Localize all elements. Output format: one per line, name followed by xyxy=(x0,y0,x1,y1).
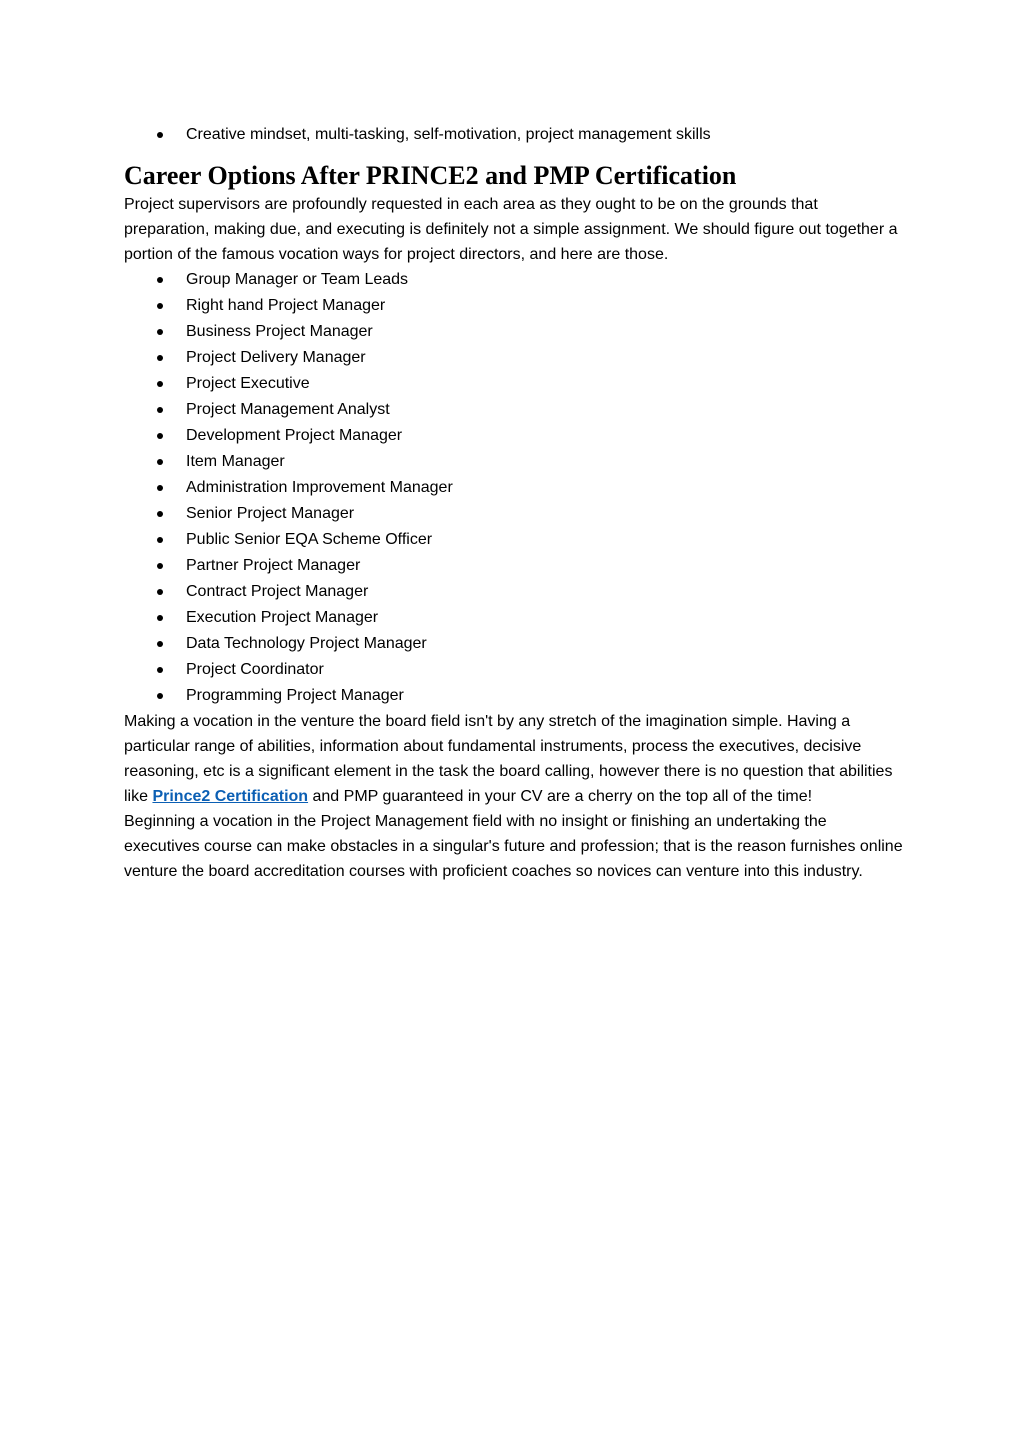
bullet-icon xyxy=(157,433,163,439)
bullet-icon xyxy=(157,667,163,673)
list-item-text: Contract Project Manager xyxy=(186,583,369,600)
bullet-icon xyxy=(157,537,163,543)
bullet-icon xyxy=(157,381,163,387)
list-item-text: Project Executive xyxy=(186,375,310,392)
list-item xyxy=(124,122,904,148)
list-item-text: Execution Project Manager xyxy=(186,609,379,626)
bullet-icon xyxy=(157,641,163,647)
list-item-text: Creative mindset, multi-tasking, self-motivation, project management skills xyxy=(186,126,711,143)
list-item-text: Project Coordinator xyxy=(186,661,324,678)
bullet-icon xyxy=(157,563,163,569)
skills-list xyxy=(124,122,904,148)
list-item-text: Project Delivery Manager xyxy=(186,349,366,366)
list-item xyxy=(124,449,904,475)
list-item xyxy=(124,397,904,423)
bullet-icon xyxy=(157,277,163,283)
list-item xyxy=(124,345,904,371)
bullet-icon xyxy=(157,355,163,361)
list-item-text: Project Management Analyst xyxy=(186,401,390,418)
paragraph-text: Making a vocation in the venture the board field isn't by any stretch of the imagination simple. Having a particular range of abilities, information about fundamental instruments, process the executives, decisive reasoning, etc is a significant element in the task the board calling, however there is no question that abilities like xyxy=(124,713,893,805)
bullet-icon xyxy=(157,485,163,491)
list-item xyxy=(124,579,904,605)
document-content xyxy=(124,122,904,884)
bullet-icon xyxy=(157,303,163,309)
list-item xyxy=(124,527,904,553)
list-item xyxy=(124,657,904,683)
list-item-text: Group Manager or Team Leads xyxy=(186,271,409,288)
list-item xyxy=(124,605,904,631)
prince2-certification-link[interactable]: Prince2 Certification xyxy=(152,788,309,805)
list-item xyxy=(124,683,904,709)
bullet-icon xyxy=(157,615,163,621)
list-item xyxy=(124,423,904,449)
bullet-icon xyxy=(157,511,163,517)
list-item-text: Development Project Manager xyxy=(186,427,403,444)
paragraph-text: and PMP guaranteed in your CV are a cherry on the top all of the time! xyxy=(308,788,813,805)
bullet-icon xyxy=(157,459,163,465)
list-item xyxy=(124,501,904,527)
list-item-text: Business Project Manager xyxy=(186,323,373,340)
certification-paragraph xyxy=(124,709,904,809)
bullet-icon xyxy=(157,589,163,595)
career-options-list xyxy=(124,267,904,709)
list-item xyxy=(124,267,904,293)
bullet-icon xyxy=(157,132,163,138)
bullet-icon xyxy=(157,407,163,413)
list-item xyxy=(124,475,904,501)
list-item xyxy=(124,631,904,657)
list-item-text: Item Manager xyxy=(186,453,285,470)
list-item xyxy=(124,371,904,397)
list-item xyxy=(124,319,904,345)
list-item-text: Programming Project Manager xyxy=(186,687,404,704)
closing-paragraph: Beginning a vocation in the Project Management field with no insight or finishing an undertaking the executives course can make obstacles in a singular's future and profession; that is the reason furnishes online venture the board accreditation courses with proficient coaches so novices can venture into this industry. xyxy=(124,813,903,880)
list-item-text: Administration Improvement Manager xyxy=(186,479,453,496)
list-item-text: Public Senior EQA Scheme Officer xyxy=(186,531,433,548)
list-item-text: Senior Project Manager xyxy=(186,505,355,522)
bullet-icon xyxy=(157,329,163,335)
list-item-text: Partner Project Manager xyxy=(186,557,361,574)
intro-paragraph: Project supervisors are profoundly requested in each area as they ought to be on the grounds that preparation, making due, and executing is definitely not a simple assignment. We should figure out together a portion of the famous vocation ways for project directors, and here are those. xyxy=(124,196,898,263)
bullet-icon xyxy=(157,693,163,699)
list-item xyxy=(124,293,904,319)
list-item xyxy=(124,553,904,579)
list-item-text: Data Technology Project Manager xyxy=(186,635,427,652)
section-heading: Career Options After PRINCE2 and PMP Certification xyxy=(124,161,737,190)
list-item-text: Right hand Project Manager xyxy=(186,297,386,314)
